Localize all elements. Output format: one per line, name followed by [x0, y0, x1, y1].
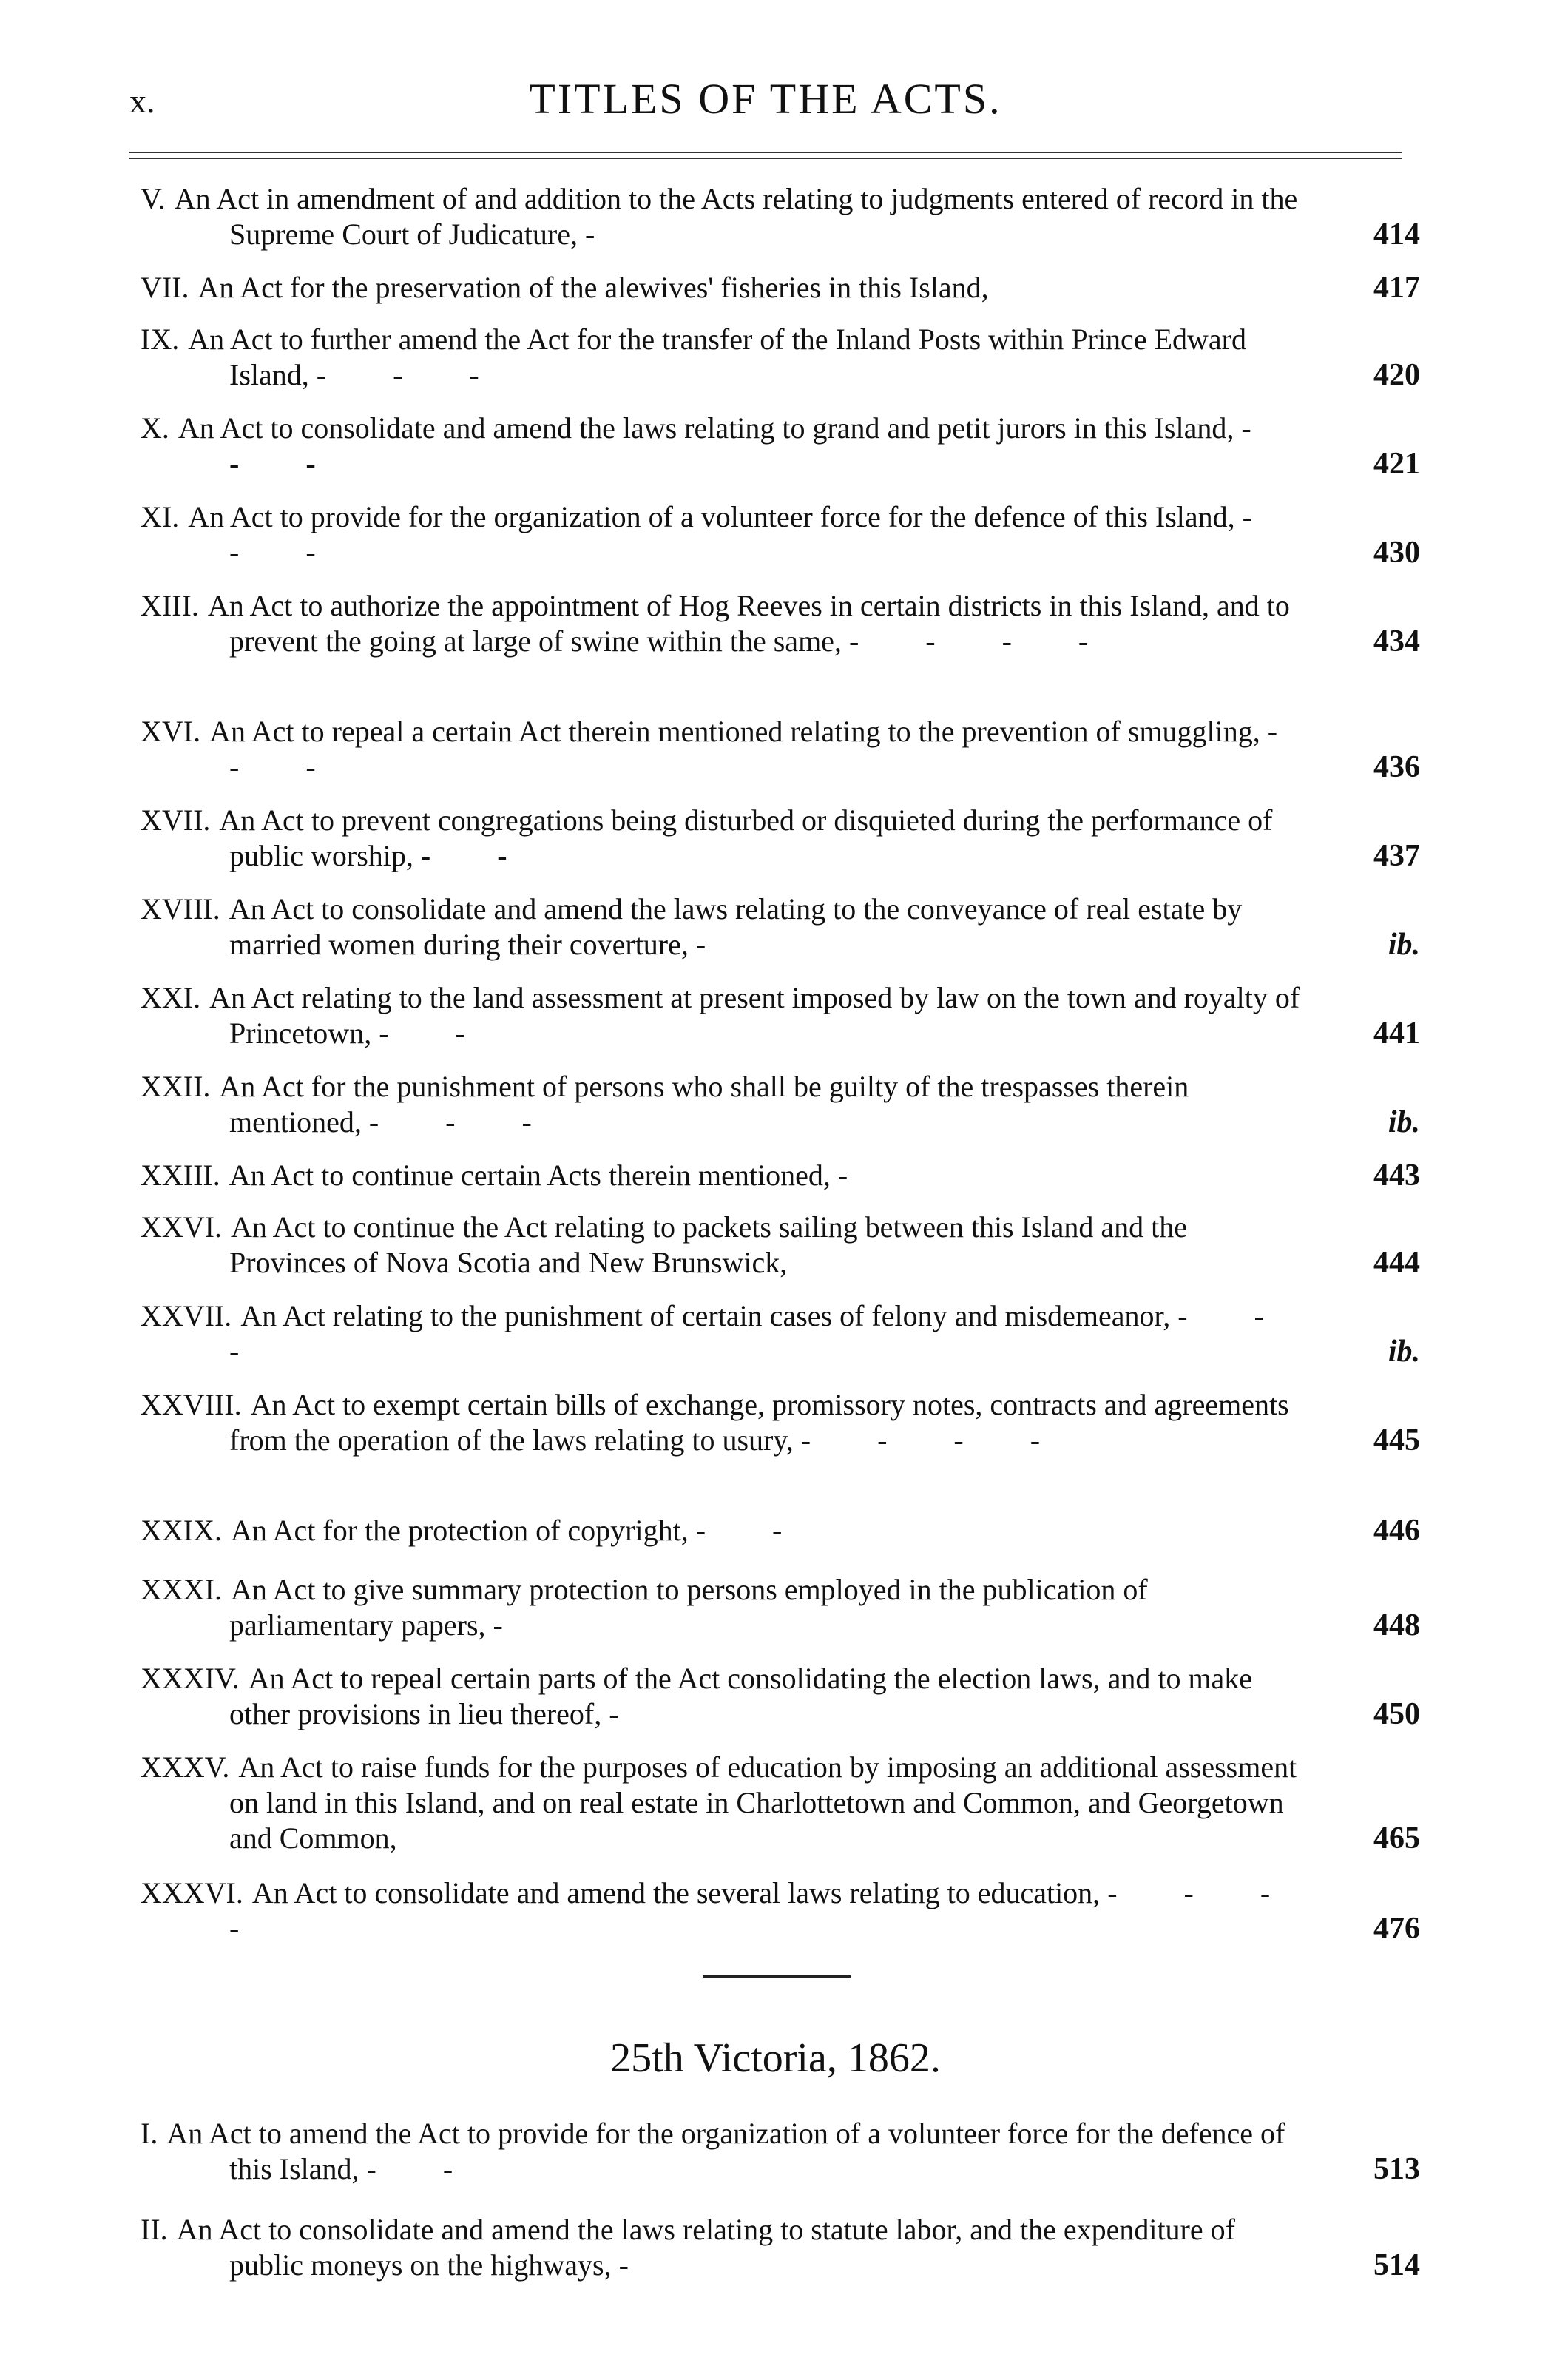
page-reference: 476: [1373, 1912, 1420, 1946]
list-item: [141, 1158, 1420, 1193]
act-title: An Act for the punishment of persons who shall be guilty of the trespasses therein mentioned,: [219, 1070, 1189, 1139]
page-reference: 445: [1373, 1423, 1420, 1457]
act-title: An Act to raise funds for the purposes of education by imposing an additional assessment on land in this Island, and on real estate in Charlottetown and Common, and Georgetown and Common,: [229, 1750, 1297, 1855]
act-title: An Act to exempt certain bills of exchange, promissory notes, contracts and agreements from the operation of the laws relating to usury,: [229, 1388, 1289, 1457]
act-title: An Act for the protection of copyright,: [230, 1514, 689, 1547]
leader-dashes: -: [837, 1159, 878, 1192]
page-reference: 417: [1373, 271, 1420, 305]
page-number: x.: [129, 82, 155, 120]
act-title: An Act to further amend the Act for the transfer of the Inland Posts within Prince Edward Island,: [188, 323, 1246, 391]
list-item: [141, 1572, 1420, 1643]
list-item: [141, 1513, 1420, 1548]
list-item: [141, 411, 1420, 482]
page-reference: ib.: [1388, 1335, 1420, 1369]
act-numeral: IX.: [141, 323, 180, 356]
leader-dashes: -: [618, 2248, 658, 2282]
act-numeral: XVIII.: [141, 892, 220, 926]
page-reference: 434: [1373, 624, 1420, 658]
act-numeral: XVII.: [141, 803, 211, 837]
act-numeral: XXXV.: [141, 1750, 230, 1784]
list-item: [141, 714, 1420, 785]
list-item: [141, 980, 1420, 1051]
list-item: [141, 2116, 1420, 2187]
leader-dashes: - - - -: [848, 624, 1118, 658]
act-title: An Act to repeal certain parts of the Act consolidating the election laws, and to make other provisions in lieu thereof,: [229, 1662, 1253, 1730]
list-item: [141, 588, 1420, 659]
page-reference: 465: [1373, 1821, 1420, 1855]
page-reference: 430: [1373, 536, 1420, 570]
act-title: An Act to give summary protection to persons employed in the publication of parliamentary papers,: [229, 1573, 1148, 1642]
leader-dashes: - -: [420, 839, 537, 872]
page-reference: 444: [1373, 1246, 1420, 1280]
page-header: [129, 74, 1402, 133]
page-reference: 514: [1373, 2248, 1420, 2282]
act-title: An Act to repeal a certain Act therein mentioned relating to the prevention of smuggling,: [209, 715, 1260, 748]
act-numeral: XXXIV.: [141, 1662, 240, 1695]
act-title: An Act to consolidate and amend the laws relating to the conveyance of real estate by married women during their coverture,: [229, 892, 1243, 961]
leader-dashes: - - - -: [800, 1423, 1070, 1457]
leader-dashes: - - -: [368, 1105, 561, 1139]
header-rule: [129, 152, 1402, 159]
list-item: [141, 2212, 1420, 2283]
act-numeral: VII.: [141, 271, 189, 304]
act-title: An Act to continue certain Acts therein mentioned,: [229, 1159, 831, 1192]
leader-dashes: - - -: [229, 715, 1308, 783]
act-numeral: X.: [141, 411, 169, 445]
page-reference: 436: [1373, 750, 1420, 784]
list-item: [141, 181, 1420, 252]
running-title: TITLES OF THE ACTS.: [529, 75, 1002, 123]
act-numeral: XXIII.: [141, 1159, 220, 1192]
act-title: An Act to consolidate and amend the laws relating to statute labor, and the expenditure of public moneys on the highways,: [176, 2213, 1235, 2282]
act-numeral: XXVIII.: [141, 1388, 242, 1421]
act-numeral: I.: [141, 2117, 158, 2150]
act-numeral: XXI.: [141, 981, 201, 1014]
leader-dashes: -: [609, 1697, 649, 1730]
leader-dashes: - -: [366, 2152, 483, 2185]
leader-dashes: - - - -: [229, 1876, 1300, 1945]
leader-dashes: - - -: [229, 1299, 1294, 1368]
page-reference: ib.: [1388, 928, 1420, 962]
list-item: [141, 1387, 1420, 1458]
list-item: [141, 270, 1420, 306]
page-reference: 441: [1373, 1017, 1420, 1051]
list-item: [141, 803, 1420, 874]
act-numeral: XXII.: [141, 1070, 211, 1103]
leader-dashes: - - -: [316, 358, 509, 391]
act-title: An Act in amendment of and addition to the Acts relating to judgments entered of record in the Supreme Court of Judicature,: [174, 182, 1298, 251]
act-numeral: XIII.: [141, 589, 199, 622]
leader-dashes: - -: [695, 1514, 812, 1547]
section-divider: [703, 1975, 851, 1978]
act-title: An Act to amend the Act to provide for the organization of a volunteer force for the defence of this Island,: [166, 2117, 1285, 2185]
leader-dashes: -: [585, 218, 625, 251]
leader-dashes: - - -: [229, 500, 1282, 569]
list-item: [141, 1298, 1420, 1369]
act-title: An Act to authorize the appointment of Hog Reeves in certain districts in this Island, and to prevent the going at large of swine within the same,: [207, 589, 1290, 658]
act-numeral: XXVII.: [141, 1299, 232, 1332]
page-reference: 443: [1373, 1159, 1420, 1193]
act-title: An Act to continue the Act relating to packets sailing between this Island and the Provinces of Nova Scotia and New Brunswick,: [229, 1210, 1187, 1279]
act-title: An Act relating to the punishment of certain cases of felony and misdemeanor,: [240, 1299, 1171, 1332]
page-reference: 513: [1373, 2152, 1420, 2186]
list-item: [141, 1661, 1420, 1732]
act-title: An Act for the preservation of the alewives' fisheries in this Island,: [197, 271, 989, 304]
act-numeral: XI.: [141, 500, 180, 533]
page-reference: 420: [1373, 358, 1420, 392]
page-reference: 448: [1373, 1608, 1420, 1642]
page-reference: 421: [1373, 447, 1420, 481]
list-item: [141, 1875, 1420, 1946]
page-reference: 414: [1373, 218, 1420, 252]
section-heading: 25th Victoria, 1862.: [610, 2035, 941, 2081]
list-item: [141, 1069, 1420, 1140]
page-reference: 450: [1373, 1697, 1420, 1731]
leader-dashes: - - -: [229, 411, 1281, 480]
list-item: [141, 499, 1420, 570]
act-title: An Act to consolidate and amend the laws relating to grand and petit jurors in this Island,: [178, 411, 1234, 445]
page-reference: 446: [1373, 1514, 1420, 1548]
page-reference: 437: [1373, 839, 1420, 873]
leader-dashes: -: [695, 928, 736, 961]
page-reference: ib.: [1388, 1105, 1420, 1139]
act-numeral: XXXI.: [141, 1573, 222, 1606]
act-numeral: XVI.: [141, 715, 201, 748]
act-numeral: V.: [141, 182, 166, 215]
act-title: An Act to prevent congregations being disturbed or disquieted during the performance of public worship,: [219, 803, 1273, 872]
act-title: An Act relating to the land assessment at present imposed by law on the town and royalty of Princetown,: [209, 981, 1300, 1050]
act-numeral: XXIX.: [141, 1514, 222, 1547]
act-numeral: II.: [141, 2213, 168, 2246]
list-item: [141, 891, 1420, 963]
leader-dashes: -: [493, 1608, 533, 1642]
list-item: [141, 322, 1420, 393]
act-numeral: XXXVI.: [141, 1876, 243, 1909]
list-item: [141, 1210, 1420, 1281]
act-title: An Act to provide for the organization of a volunteer force for the defence of this Island,: [188, 500, 1235, 533]
act-title: An Act to consolidate and amend the several laws relating to education,: [251, 1876, 1101, 1909]
act-numeral: XXVI.: [141, 1210, 222, 1244]
list-item: [141, 1750, 1420, 1856]
leader-dashes: - -: [379, 1017, 495, 1050]
